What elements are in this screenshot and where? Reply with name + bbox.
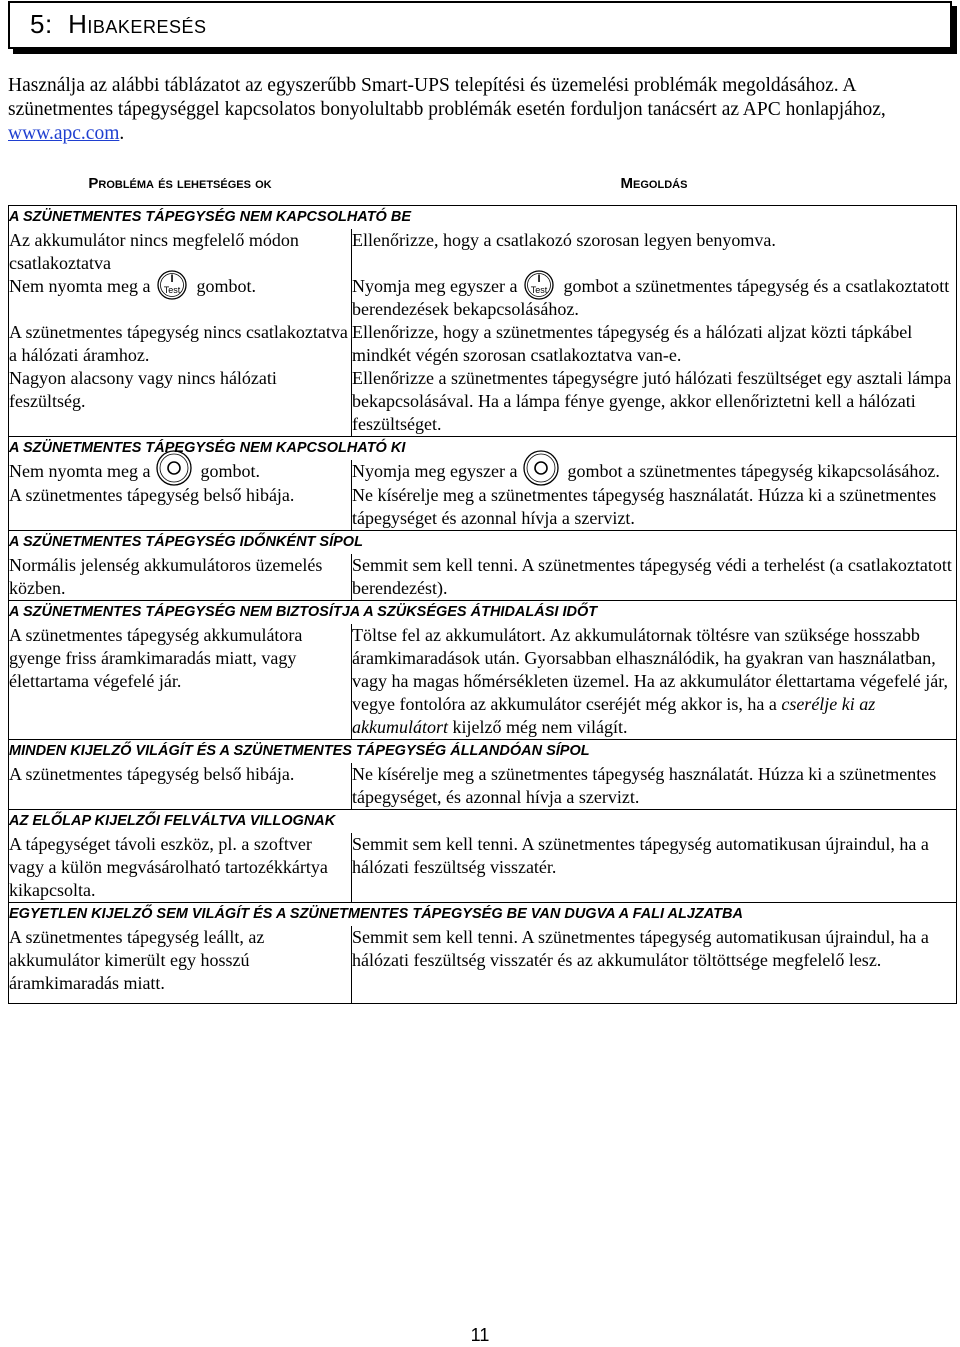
table-row [9,484,957,531]
table-row [9,275,957,321]
solution-text: Nyomja meg egyszer a [352,461,518,481]
problem-cell: Az akkumulátor nincs megfelelő módon csatlakoztatva [9,229,352,275]
table-row [9,367,957,437]
section-title: A SZÜNETMENTES TÁPEGYSÉG IDŐNKÉNT SÍPOL [9,530,957,554]
section-title: A SZÜNETMENTES TÁPEGYSÉG NEM KAPCSOLHATÓ KI [9,437,957,461]
table-row [9,833,957,903]
header-problem: Probléma és lehetséges ok [88,175,272,192]
intro-end: . [119,123,125,144]
chapter-title [30,9,206,40]
problem-text: gombot. [196,276,256,296]
chapter-header [8,1,952,49]
intro-paragraph [8,74,948,146]
problem-text: Nem nyomta meg a [9,461,151,481]
problem-cell: A szünetmentes tápegység belső hibája. [9,763,352,810]
solution-cell: Ne kísérelje meg a szünetmentes tápegység használatát. Húzza ki a szünetmentes tápegységet, és azonnal hívja a szervizt. [352,763,957,810]
solution-text: Töltse fel az akkumulátort. Az akkumulátornak töltésre van szüksége hosszabb áramkimaradások után. Gyorsabban elhasználódik, ha gyakran van használatban, vagy ha magas hőmérsékleten üzemel. Ha az akkumulátor élettartama végefelé jár, vegye fontolóra az akkumulátor cseréjét még akkor is, ha a [352,624,948,714]
troubleshooting-table [8,165,957,1004]
problem-cell: A szünetmentes tápegység belső hibája. [9,484,352,531]
page-number: 11 [470,1325,490,1345]
header-solution: Megoldás [620,175,688,192]
solution-text: kijelző még nem világít. [452,716,628,737]
problem-cell: A szünetmentes tápegység nincs csatlakoztatva a hálózati áramhoz. [9,321,352,367]
problem-cell: A tápegységet távoli eszköz, pl. a szoftver vagy a külön megvásárolható tartozékkártya kikapcsolta. [9,833,352,903]
test-button-icon [152,266,192,306]
svg-text:Test: Test [531,284,548,295]
solution-cell [352,624,957,740]
section-title: MINDEN KIJELZŐ VILÁGÍT ÉS A SZÜNETMENTES TÁPEGYSÉG ÁLLANDÓAN SÍPOL [9,739,957,763]
problem-cell [9,460,352,484]
table-row [9,926,957,1004]
section-title: A SZÜNETMENTES TÁPEGYSÉG NEM BIZTOSÍTJA A SZÜKSÉGES ÁTHIDALÁSI IDŐT [9,600,957,624]
table-row [9,554,957,601]
chapter-name: Hibakeresés [68,9,207,39]
solution-text: gombot a szünetmentes tápegység és a csatlakoztatott berendezések bekapcsolásához. [352,276,950,319]
svg-text:I: I [170,272,174,285]
chapter-number: 5: [30,9,53,39]
solution-cell: Semmit sem kell tenni. A szünetmentes tápegység védi a terhelést (a csatlakoztatott berendezést). [352,554,957,601]
problem-cell: A szünetmentes tápegység akkumulátora gyenge friss áramkimaradás miatt, vagy élettartama végefelé jár. [9,624,352,740]
problem-cell: Nagyon alacsony vagy nincs hálózati feszültség. [9,367,352,437]
table-row [9,321,957,367]
battery-replace-indicator-name: cserélje ki az akkumulátort [352,693,876,737]
problem-cell: Normális jelenség akkumulátoros üzemelés közben. [9,554,352,601]
solution-cell: Ellenőrizze, hogy a szünetmentes tápegység és a hálózati aljzat közti tápkábel mindkét végén szorosan csatlakoztatva van-e. [352,321,957,367]
svg-text:I: I [537,272,541,285]
apc-link[interactable]: www.apc.com [8,123,120,144]
section-title: EGYETLEN KIJELZŐ SEM VILÁGÍT ÉS A SZÜNETMENTES TÁPEGYSÉG BE VAN DUGVA A FALI ALJZATBA [9,902,957,926]
solution-cell: Ellenőrizze a szünetmentes tápegységre jutó hálózati feszültséget egy asztali lámpa bekapcsolásával. Ha a lámpa fénye gyenge, akkor ellenőriztetni kell a hálózati feszültséget. [352,367,957,437]
solution-cell [352,272,957,321]
problem-text: Nem nyomta meg a [9,276,151,296]
solution-cell: Semmit sem kell tenni. A szünetmentes tápegység automatikusan újraindul, ha a hálózati feszültség visszatér és az akkumulátor töltöttsége megfelelő lesz. [352,926,957,1004]
table-row [9,460,957,484]
problem-cell [9,272,352,321]
problem-cell: A szünetmentes tápegység leállt, az akkumulátor kimerült egy hosszú áramkimaradás miatt. [9,926,352,1004]
section-title: A SZÜNETMENTES TÁPEGYSÉG NEM KAPCSOLHATÓ BE [9,206,957,230]
table-row [9,624,957,740]
problem-text: gombot. [200,461,260,481]
intro-text: Használja az alábbi táblázatot az egyszerűbb Smart-UPS telepítési és üzemelési problémák megoldásához. A szünetmentes tápegységgel kapcsolatos bonyolultabb problémák esetén forduljon tanácsért az APC honlapjához, [8,75,886,120]
solution-cell: Semmit sem kell tenni. A szünetmentes tápegység automatikusan újraindul, ha a hálózati feszültség visszatér. [352,833,957,903]
solution-cell: Ne kísérelje meg a szünetmentes tápegység használatát. Húzza ki a szünetmentes tápegységet és azonnal hívja a szervizt. [352,484,957,531]
table-header-row [9,165,957,206]
table-row [9,229,957,275]
solution-text: Nyomja meg egyszer a [352,276,518,296]
section-title: AZ ELŐLAP KIJELZŐI FELVÁLTVA VILLOGNAK [9,809,957,833]
solution-cell: Ellenőrizze, hogy a csatlakozó szorosan legyen benyomva. [352,229,957,275]
svg-text:Test: Test [164,284,181,295]
solution-cell [352,460,957,484]
solution-text: gombot a szünetmentes tápegység kikapcsolásához. [567,461,940,481]
table-row [9,763,957,810]
